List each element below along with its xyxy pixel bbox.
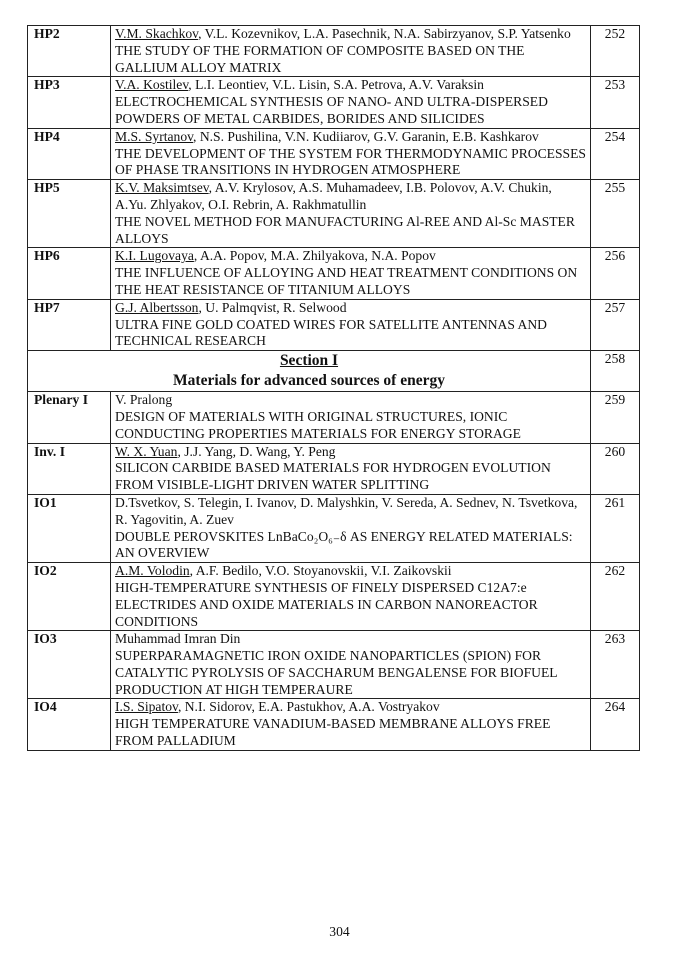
entry-page: 261 xyxy=(591,494,640,562)
presenting-author: V.M. Skachkov xyxy=(115,26,199,41)
entry-authors xyxy=(115,248,586,265)
entry-page: 259 xyxy=(591,392,640,443)
toc-entry xyxy=(28,392,640,443)
toc-entry xyxy=(28,443,640,494)
entry-code: HP3 xyxy=(28,77,111,128)
co-authors: , A.F. Bedilo, V.O. Stoyanovskii, V.I. Zaikovskii xyxy=(189,563,452,579)
entry-authors xyxy=(115,300,586,317)
co-authors: , J.J. Yang, D. Wang, Y. Peng xyxy=(177,443,336,459)
entry-page: 253 xyxy=(591,77,640,128)
co-authors: , A.A. Popov, M.A. Zhilyakova, N.A. Popov xyxy=(193,248,436,264)
section-title-cell xyxy=(28,351,591,392)
toc-entry xyxy=(28,299,640,350)
presenting-author: V.A. Kostilev xyxy=(115,77,189,93)
entry-authors xyxy=(115,392,586,409)
co-authors: , U. Palmqvist, R. Selwood xyxy=(198,299,347,315)
entry-page: 252 xyxy=(591,26,640,77)
entry-title: HIGH TEMPERATURE VANADIUM-BASED MEMBRANE ALLOYS FREE FROM PALLADIUM xyxy=(115,716,551,749)
entry-code: IO4 xyxy=(28,699,111,750)
entry-code: IO3 xyxy=(28,631,111,699)
entry-code: HP4 xyxy=(28,128,111,179)
entry-page: 264 xyxy=(591,699,640,750)
entry-authors xyxy=(115,180,586,214)
entry-authors xyxy=(115,631,586,648)
entry-page: 256 xyxy=(591,248,640,299)
entry-code: HP2 xyxy=(28,26,111,77)
toc-entry xyxy=(28,128,640,179)
toc-entry xyxy=(28,631,640,699)
entry-code: HP7 xyxy=(28,299,111,350)
presenting-author: G.J. Albertsson xyxy=(115,299,199,315)
entry-details xyxy=(111,248,591,299)
co-authors: , N.S. Pushilina, V.N. Kudiiarov, G.V. Garanin, E.B. Kashkarov xyxy=(193,128,539,144)
presenting-author: A.M. Volodin xyxy=(115,563,190,579)
entry-authors xyxy=(115,129,586,146)
entry-page: 263 xyxy=(591,631,640,699)
contents-table xyxy=(27,25,640,751)
section-page: 258 xyxy=(591,351,640,392)
entry-title: ULTRA FINE GOLD COATED WIRES FOR SATELLITE ANTENNAS AND TECHNICAL RESEARCH xyxy=(115,316,547,349)
section-row xyxy=(28,351,640,392)
entries-before xyxy=(28,26,640,351)
section-subheading: Materials for advanced sources of energy xyxy=(173,372,445,390)
entry-details xyxy=(111,26,591,77)
co-authors: , L.I. Leontiev, V.L. Lisin, S.A. Petrova, A.V. Varaksin xyxy=(188,77,484,93)
entry-details xyxy=(111,443,591,494)
entry-title: THE INFLUENCE OF ALLOYING AND HEAT TREATMENT CONDITIONS ON THE HEAT RESISTANCE OF TITANIUM ALLOYS xyxy=(115,265,578,297)
presenting-author: I.S. Sipatov xyxy=(115,699,178,715)
presenting-author: M.S. Syrtanov xyxy=(115,128,194,144)
toc-entry xyxy=(28,26,640,77)
entry-authors xyxy=(115,495,586,529)
entry-authors xyxy=(115,444,586,461)
entry-details xyxy=(111,563,591,631)
section-heading: Section I xyxy=(279,352,339,370)
entry-title: THE NOVEL METHOD FOR MANUFACTURING Al-REE AND Al-Sc MASTER ALLOYS xyxy=(115,213,575,246)
toc-entry xyxy=(28,494,640,562)
entry-title: DOUBLE PEROVSKITES LnBaCo₂O₆₋δ AS ENERGY RELATED MATERIALS: AN OVERVIEW xyxy=(115,528,573,561)
entry-code: HP5 xyxy=(28,180,111,248)
entry-authors xyxy=(115,26,586,43)
entry-page: 255 xyxy=(591,180,640,248)
entry-title: THE DEVELOPMENT OF THE SYSTEM FOR THERMODYNAMIC PROCESSES OF PHASE TRANSITIONS IN HYDROGEN ATMOSPHERE xyxy=(115,145,586,178)
entries-after xyxy=(28,392,640,751)
entry-details xyxy=(111,392,591,443)
entry-code: IO1 xyxy=(28,494,111,562)
entry-details xyxy=(111,299,591,350)
entry-details xyxy=(111,77,591,128)
co-authors: D.Tsvetkov, S. Telegin, I. Ivanov, D. Malyshkin, V. Sereda, A. Sednev, N. Tsvetkova, R. Yagovitin, A. Zuev xyxy=(115,494,578,527)
entry-authors xyxy=(115,77,586,94)
entry-details xyxy=(111,128,591,179)
presenting-author: K.V. Maksimtsev xyxy=(115,180,209,196)
toc-entry xyxy=(28,699,640,750)
entry-title: SILICON CARBIDE BASED MATERIALS FOR HYDROGEN EVOLUTION FROM VISIBLE-LIGHT DRIVEN WATER SPLITTING xyxy=(115,460,551,493)
toc-entry xyxy=(28,180,640,248)
presenting-author: K.I. Lugovaya xyxy=(115,248,194,264)
toc-entry xyxy=(28,563,640,631)
co-authors: , A.V. Krylosov, A.S. Muhamadeev, I.B. Polovov, A.V. Chukin, A.Yu. Zhlyakov, O.I. Rebrin, A. Rakhmatullin xyxy=(115,180,552,212)
entry-title: SUPERPARAMAGNETIC IRON OXIDE NANOPARTICLES (SPION) FOR CATALYTIC PYROLYSIS OF SACCHARUM BENGALENSE FOR BIOFUEL PRODUCTION AT HIGH TEMPERAURE xyxy=(115,648,558,697)
entry-code: Plenary I xyxy=(28,392,111,443)
toc-entry xyxy=(28,77,640,128)
co-authors: , V.L. Kozevnikov, L.A. Pasechnik, N.A. Sabirzyanov, S.P. Yatsenko xyxy=(198,26,571,41)
entry-title: ELECTROCHEMICAL SYNTHESIS OF NANO- AND ULTRA-DISPERSED POWDERS OF METAL CARBIDES, BORIDES AND SILICIDES xyxy=(115,94,548,126)
entry-title: DESIGN OF MATERIALS WITH ORIGINAL STRUCTURES, IONIC CONDUCTING PROPERTIES MATERIALS FOR ENERGY STORAGE xyxy=(115,408,521,441)
entry-page: 262 xyxy=(591,563,640,631)
entry-authors xyxy=(115,699,586,716)
entry-page: 254 xyxy=(591,128,640,179)
entry-page: 260 xyxy=(591,443,640,494)
entry-title: HIGH-TEMPERATURE SYNTHESIS OF FINELY DISPERSED C12A7:e ELECTRIDES AND OXIDE MATERIALS IN CARBON NANOREACTOR CONDITIONS xyxy=(115,579,538,629)
presenting-author: W. X. Yuan xyxy=(115,443,178,459)
entry-code: IO2 xyxy=(28,563,111,631)
entry-code: HP6 xyxy=(28,248,111,299)
co-authors: Muhammad Imran Din xyxy=(115,631,241,647)
co-authors: V. Pralong xyxy=(115,392,173,408)
page-number: 304 xyxy=(329,924,350,939)
entry-details xyxy=(111,180,591,248)
entry-details xyxy=(111,699,591,750)
entry-page: 257 xyxy=(591,299,640,350)
entry-title: THE STUDY OF THE FORMATION OF COMPOSITE BASED ON THE GALLIUM ALLOY MATRIX xyxy=(115,42,525,75)
entry-details xyxy=(111,631,591,699)
entry-authors xyxy=(115,563,586,580)
entry-details xyxy=(111,494,591,562)
co-authors: , N.I. Sidorov, E.A. Pastukhov, A.A. Vostryakov xyxy=(177,699,440,715)
toc-entry xyxy=(28,248,640,299)
entry-code: Inv. I xyxy=(28,443,111,494)
